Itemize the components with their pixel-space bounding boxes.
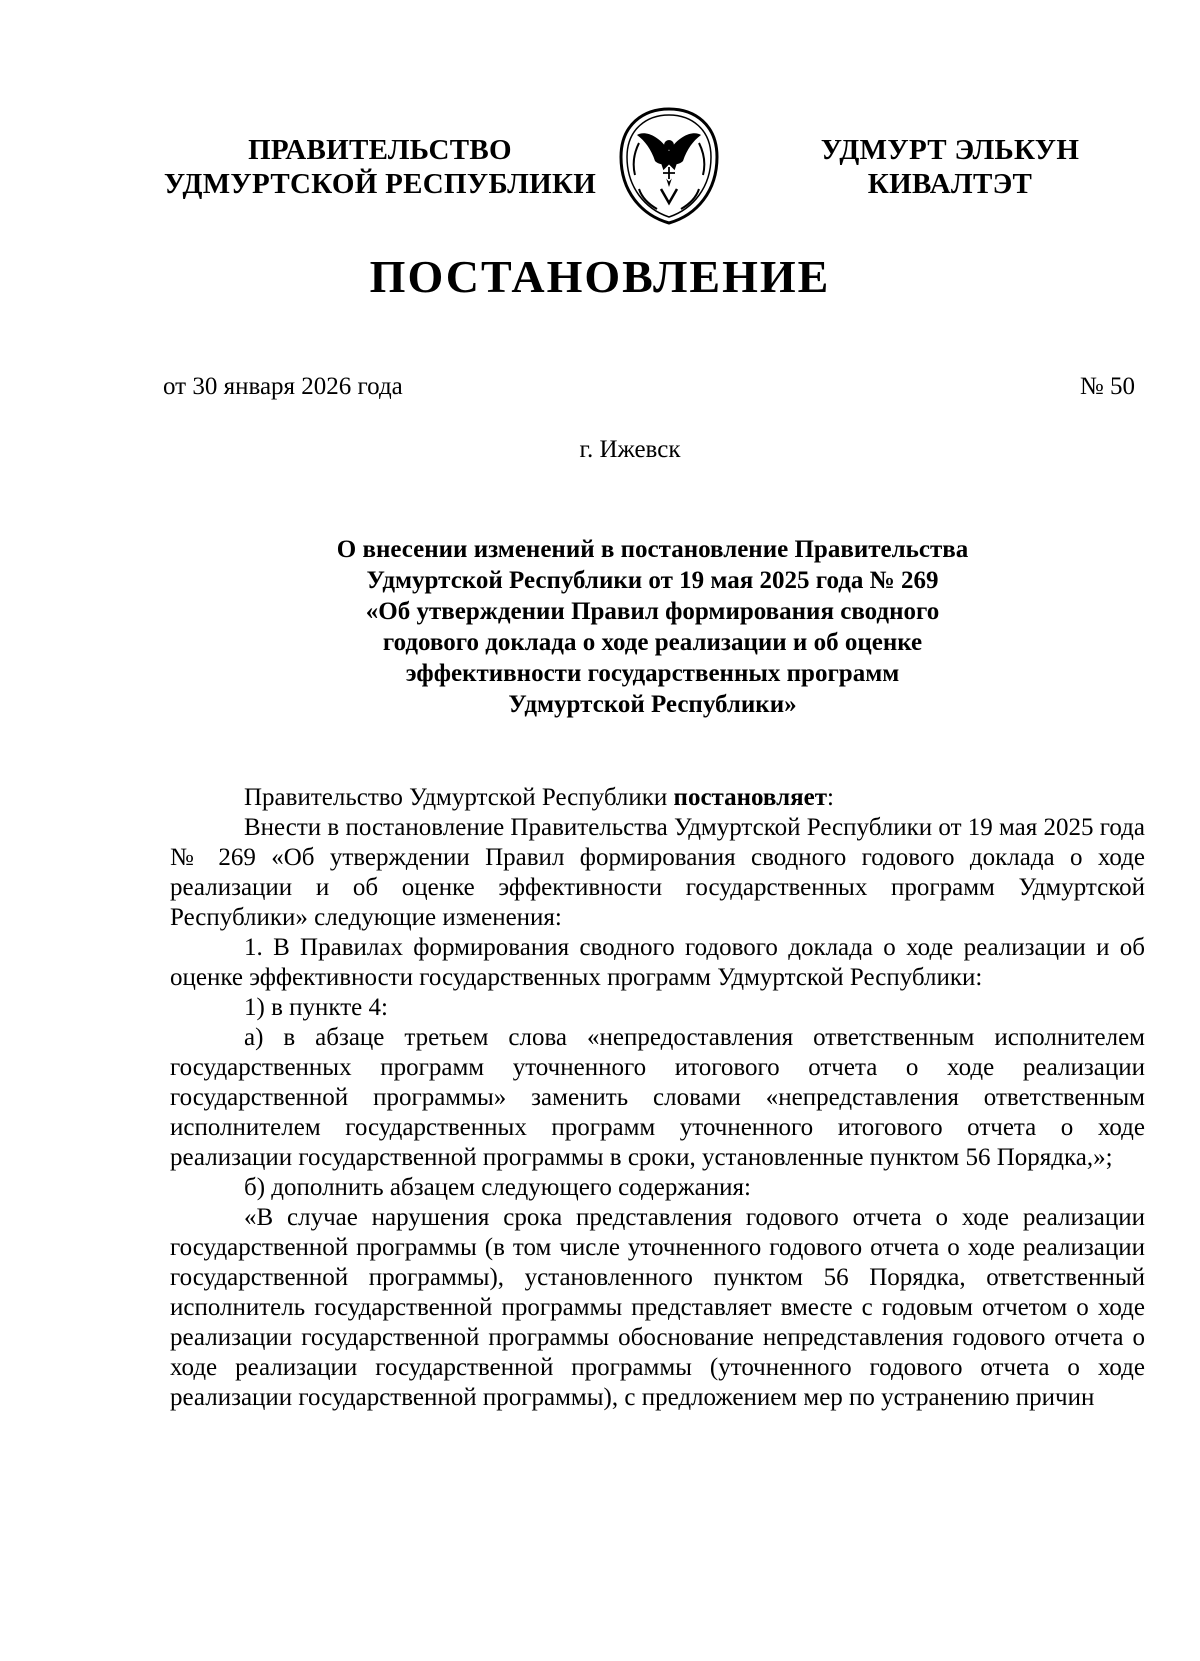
- body-paragraph: 1. В Правилах формирования сводного годового доклада о ходе реализации и об оценке эффективности государственных программ Удмуртской Республики:: [170, 934, 1145, 991]
- document-title: ПОСТАНОВЛЕНИЕ: [369, 251, 831, 302]
- subject-line: годового доклада о ходе реализации и об оценке: [382, 629, 923, 656]
- body-paragraph: б) дополнить абзацем следующего содержания:: [244, 1174, 751, 1201]
- udmurt-name-line-2: КИВАЛТЭТ: [867, 168, 1033, 200]
- subject-line: Удмуртской Республики от 19 мая 2025 года № 269: [366, 567, 939, 594]
- subject-line: Удмуртской Республики»: [508, 691, 797, 718]
- document-city: г. Ижевск: [579, 436, 681, 463]
- preamble-text: Правительство Удмуртской Республики: [244, 784, 674, 811]
- body-paragraph: а) в абзаце третьем слова «непредоставления ответственным исполнителем государственных программ уточненного итогового отчета о ходе реализации государственной программы» заменить словами «непредставления ответственным исполнителем государственных программ уточненного итогового отчета о ходе реализации государственной программы в сроки, установленные пунктом 56 Порядка,»;: [170, 1024, 1145, 1171]
- document-date: от 30 января 2026 года: [163, 373, 403, 400]
- body-paragraph: «В случае нарушения срока представления годового отчета о ходе реализации государственной программы (в том числе уточненного годового отчета о ходе реализации государственной программы), установленного пунктом 56 Порядка, ответственный исполнитель государственной программы представляет вместе с годовым отчетом о ходе реализации государственной программы обоснование непредставления годового отчета о ходе реализации государственной программы (уточненного годового отчета о ходе реализации государственной программы), с предложением мер по устранению причин: [170, 1204, 1145, 1411]
- body-paragraph: Внести в постановление Правительства Удмуртской Республики от 19 мая 2025 года № 269 «Об утверждении Правил формирования сводного годового доклада о ходе реализации и об оценке эффективности государственных программ Удмуртской Республики» следующие изменения:: [170, 814, 1145, 931]
- subject-line: О внесении изменений в постановление Правительства: [336, 536, 969, 563]
- body-preamble: [170, 783, 1145, 813]
- document-number: № 50: [1079, 373, 1135, 400]
- government-name-line-1: ПРАВИТЕЛЬСТВО: [248, 134, 512, 166]
- document-subject: [280, 534, 1025, 720]
- government-name-russian: [160, 133, 600, 201]
- preamble-verb: постановляет: [673, 784, 828, 811]
- subject-line: эффективности государственных программ: [405, 660, 900, 687]
- government-name-line-2: УДМУРТСКОЙ РЕСПУБЛИКИ: [163, 168, 597, 200]
- document-body: [170, 783, 1145, 1413]
- udmurt-name-line-1: УДМУРТ ЭЛЬКУН: [820, 134, 1080, 166]
- body-paragraph: 1) в пункте 4:: [244, 994, 388, 1021]
- government-name-udmurt: [800, 133, 1100, 201]
- subject-line: «Об утверждении Правил формирования сводного: [365, 598, 940, 625]
- coat-of-arms-emblem-icon: [617, 105, 721, 227]
- preamble-colon: :: [827, 784, 834, 811]
